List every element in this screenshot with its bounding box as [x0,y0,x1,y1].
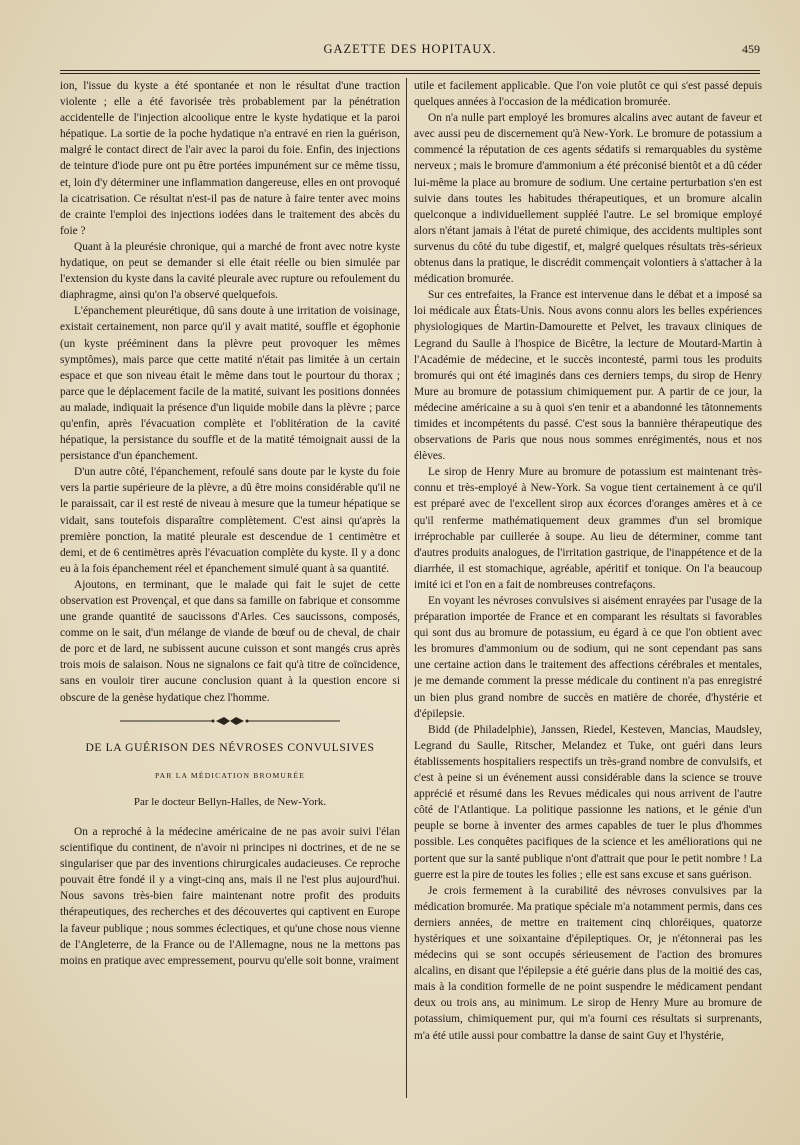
paragraph: Le sirop de Henry Mure au bromure de potassium est maintenant très-connu et très-employé à New-York. Sa vogue tient certainement à ce qu'il est préparé avec de l'excellent sirop aux écorces d'oranges amères et à ce qu'il renferme mathématiquement deux grammes d'un sel bromique irréprochable par cuillerée à soupe. Au lieu de déterminer, comme tant d'autres produits analogues, de l'irritation gastrique, de l'inappétence et de la diarrhée, il est stomachique, agréable, apéritif et tonique. On l'a beaucoup imité ici et l'on en a fait de nombreuses contrefaçons. [414,466,762,591]
paragraph: Bidd (de Philadelphie), Janssen, Riedel, Kesteven, Mancias, Maudsley, Legrand du Saulle, Ritscher, Melandez et Tuke, ont guéri dans leurs établissements hospitaliers respectifs un très-grand nombre de convulsifs, et c'est à peine si un événement aussi considérable dans la science se trouve apprécié et résumé dans les Revues médicales qui nous arrivent de l'autre côté de l'Atlantique. La politique passionne les nations, et le génie d'un peuple se borne à inventer des armes capables de tuer le plus d'hommes possible. Les conquêtes pacifiques de la science et les améliorations qui ne portent que sur la santé publique n'ont d'attrait que pour le petit nombre ! La guerre est la pire de toutes les folies ; elle est sans excuse et sans guérison. [414,723,762,881]
page-header [60,42,760,64]
left-column [60,78,400,1098]
paragraph: Ajoutons, en terminant, que le malade qui fait le sujet de cette observation est Provençal, et que dans sa famille on fabrique et consomme une grande quantité de saucissons d'Arles. Ces saucissons, composés, comme on le sait, d'un mélange de viande de bœuf ou de cheval, de chair de porc et de lard, ne subissent aucune cuisson et sont mangés crus après trois mois de salaison. Nous ne signalons ce fait qu'à titre de coïncidence, sans en vouloir tirer aucune conclusion quant à la question encore si obscure de la genèse hydatique chez l'homme. [60,578,400,704]
column-divider [406,78,407,1098]
paragraph: D'un autre côté, l'épanchement, refoulé sans doute par le kyste du foie vers la partie supérieure de la plèvre, a dû être moins considérable qu'il ne le paraissait, car il est resté de niveau à mesure que la tumeur hépatique se vidait, sans toutefois disparaître complètement. C'est ainsi qu'après la première ponction, la matité pleurale est descendue de 1 centimètre et demi, et de 6 centimètres après l'évacuation complète du kyste. Il y a donc eu à la fois épanchement réel et épanchement simulé quant à sa quantité. [60,466,400,575]
paragraph: En voyant les névroses convulsives si aisément enrayées par l'usage de la préparation importée de France et en comparant les résultats si favorables qui sont dus au bromure de potassium, eu égard à ce que l'on obtient avec les bromures d'ammonium ou de sodium, qui ne sont cependant pas sans une certaine action dans le traitement des affections cérébrales et mentales, je me demande comment la presse médicale du continent n'a pas enregistré un bien plus grand nombre de succès en matière de chorée, d'hystérie et d'épilepsie. [414,595,762,720]
header-rule [60,70,760,74]
article-subtitle: PAR LA MÉDICATION BROMURÉE [154,770,306,780]
article-author: Par le docteur Bellyn-Halles, de New-York. [133,795,327,808]
paragraph: Je crois fermement à la curabilité des névroses convulsives par la médication bromurée. Ma pratique spéciale m'a notamment permis, dans ces derniers années, de mettre en traitement cinq chloréiques, quatorze hystériques et une soixantaine d'épileptiques. Or, je n'étonnerai pas les médecins qui se sont occupés sérieusement de l'action des bromures alcalins, en disant que l'épilepsie a été guérie dans plus de la moitié des cas, mais à la condition formelle de ne point suspendre le médicament pendant deux ou trois ans, au minimum. Le sirop de Henry Mure au bromure de potassium, chimiquement pur, qui m'a fourni ces résultats si surprenants, m'a été utile aussi pour combattre la danse de saint Guy et l'hystérie, [414,884,762,1042]
paragraph: utile et facilement applicable. Que l'on voie plutôt ce qui s'est passé depuis quelques années à l'occasion de la médication bromurée. [414,80,762,109]
paragraph: On n'a nulle part employé les bromures alcalins avec autant de faveur et avec aussi peu de discernement qu'à New-York. Le bromure de potassium a commencé la réputation de ces agents sédatifs si remarquables du système nerveux ; mais le bromure d'ammonium a été préconisé bientôt et a dû céder lui-même la place au bromure de sodium. Une certaine perturbation s'en est suivie dans toutes les habitudes thérapeutiques, et un bromure alcalin quelconque a individuellement suppléé l'autre. Le sel bromique employé alors n'étant jamais à l'état de pureté chimique, des accidents multiples sont survenus du côté du tube digestif, et, malgré quelques résultats très-sérieux obtenus dans la pratique, le discrédit commençait volontiers à s'attacher à la médication bromurée. [414,112,762,286]
paragraph: L'épanchement pleurétique, dû sans doute à une irritation de voisinage, existait certainement, non parce qu'il y avait matité, souffle et égophonie (un kyste prééminent dans la plèvre peut provoquer les mêmes symptômes), mais parce que cette matité n'était pas limitée à un certain espace et que son niveau était le même dans tout le pourtour du thorax ; parce que le déplacement facile de la matité, suivant les positions données au malade, indiquait la présence d'un liquide mobile dans la plèvre ; parce qu'enfin, après l'évacuation complète et l'oblitération de la cavité hépatique, la persistance du souffle et de la matité témoignait aussi de la persistance d'un épanchement. [60,305,400,463]
paragraph: Sur ces entrefaites, la France est intervenue dans le débat et a imposé sa loi médicale aux États-Unis. Nous avons connu alors les belles expériences physiologiques de Martin-Damourette et Pelvet, les travaux cliniques de Legrand du Saulle à l'hospice de Bicêtre, la lecture de Moutard-Martin à l'Académie de médecine, et le succès incontesté, parmi tous les produits bromurés qui ont été imaginés dans ces derniers temps, du sirop de Henry Mure au bromure de potassium chimiquement pur. A partir de ce jour, la médecine américaine a su à quoi s'en tenir et a abandonné les tâtonnements timides et incompétents du passé. C'est sous la bannière thérapeutique des observations de Paris que nous nous sommes enrégimentés, nous et nos élèves. [414,289,762,463]
running-head: GAZETTE DES HOPITAUX. [323,42,497,56]
paragraph: ion, l'issue du kyste a été spontanée et non le résultat d'une traction violente ; elle a été favorisée très probablement par la pénétration accidentelle de l'injection alcoolique entre le kyste hydatique et la paroi hépatique. La sortie de la poche hydatique n'a entravé en rien la guérison, malgré le contact direct de l'air avec la paroi du foie. Enfin, des injections de teinture d'iode pure ont pu être portées impunément sur ce même tissu, et, loin d'y déterminer une inflammation dangereuse, elles en ont provoqué la cicatrisation. Ce résultat n'est-il pas de nature à faire tenter avec moins de crainte l'emploi des injections iodées dans le traitement des abcès du foie ? [60,80,400,237]
paragraph: Quant à la pleurésie chronique, qui a marché de front avec notre kyste hydatique, on peut se demander si elle était réelle ou bien simulée par l'extension du kyste dans la cavité pleurale avec rupture ou refoulement du diaphragme, ainsi qu'on l'a observé quelquefois. [60,240,400,302]
right-column [414,78,762,1098]
article-title: DE LA GUÉRISON DES NÉVROSES CONVULSIVES [85,740,375,754]
paragraph: On a reproché à la médecine américaine de ne pas avoir suivi l'élan scientifique du continent, de n'avoir ni principes ni doctrines, et de ne se singulariser que par des inventions chirurgicales audacieuses. Ce reproche pouvait être fondé il y a vingt-cinq ans, mais il ne l'est plus aujourd'hui. Nous savons très-bien faire maintenant notre profit des produits thérapeutiques, des recherches et des découvertes qui captivent en Europe la faveur publique ; nous sommes éclectiques, et qu'une chose nous vienne de l'Angleterre, de la France ou de l'Allemagne, nous ne la mettons pas moins en pratique avec empressement, pourvu qu'elle soit bonne, vraiment [60,825,400,967]
page-number: 459 [742,42,760,56]
ornament-divider-icon [120,716,340,726]
